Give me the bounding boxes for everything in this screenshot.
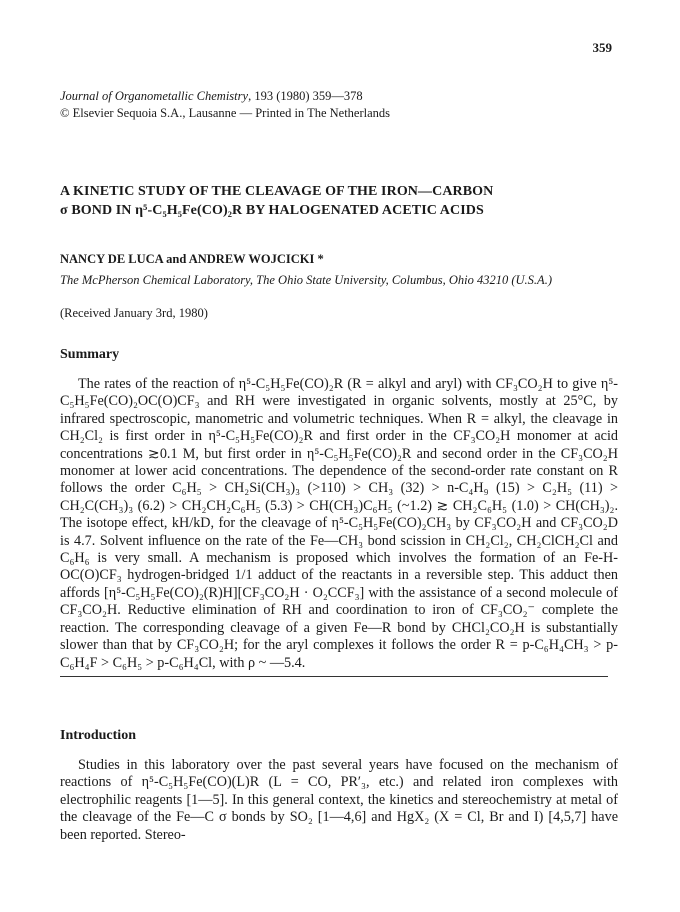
summary-heading: Summary [60, 347, 120, 362]
journal-header [60, 88, 390, 122]
publisher-line: © Elsevier Sequoia S.A., Lausanne — Printed in The Netherlands [60, 106, 391, 120]
introduction-heading: Introduction [60, 728, 136, 743]
journal-citation-line [60, 88, 390, 105]
article-title [60, 182, 630, 220]
journal-name: Journal of Organometallic Chemistry [60, 89, 249, 103]
affiliation: The McPherson Chemical Laboratory, The Ohio State University, Columbus, Ohio 43210 (U.S.A.) [60, 273, 552, 287]
summary-paragraph: The rates of the reaction of η⁵-C₅H₅Fe(CO)₂R (R = alkyl and aryl) with CF₃CO₂H to give η⁵-C₅H₅Fe(CO)₂OC(O)CF₃ and RH were investigated in organic solvents, mostly at 25°C, by infrared spectroscopic, manometric and volumetric techniques. When R = alkyl, the cleavage in CH₂Cl₂ is first order in η⁵-C₅H₅Fe(CO)₂R and first order in the CF₃CO₂H monomer at acid concentrations ≳0.1 M, but first order in η⁵-C₅H₅Fe(CO)₂R and second order in the CF₃CO₂H monomer at lower acid concentrations. The dependence of the second-order rate constant on R follows the order C₆H₅ > CH₂Si(CH₃)₃ (>110) > CH₃ (32) > n-C₄H₉ (15) > C₂H₅ (11) > CH₂C(CH₃)₃ (6.2) > CH₂CH₂C₆H₅ (5.3) > CH(CH₃)C₆H₅ (~1.2) ≳ CH₂C₆H₅ (1.0) > CH(CH₃)₂. The isotope effect, kH/kD, for the cleavage of η⁵-C₅H₅Fe(CO)₂CH₃ by CF₃CO₂H and CF₃CO₂D is 4.7. Solvent influence on the rate of the Fe—CH₃ bond scission in CH₂Cl₂, CH₂ClCH₂Cl and C₆H₆ is very small. A mechanism is proposed which involves the formation of an Fe-H-OC(O)CF₃ hydrogen-bridged 1/1 adduct of the reactants in a reversible step. This adduct then affords [η⁵-C₅H₅Fe(CO)₂(R)H][CF₃CO₂H · O₂CCF₃] with the assistance of a second molecule of CF₃CO₂H. Reductive elimination of RH and coordination to iron of CF₃CO₂⁻ complete the reaction. The corresponding cleavage of a given Fe—R bond by CHCl₂CO₂H is substantially slower than that by CF₃CO₂H; for the aryl complexes it follows the order R = p-C₆H₄CH₃ > p-C₆H₄F > C₆H₅ > p-C₆H₄Cl, with ρ ~ —5.4. [60, 376, 618, 671]
page-number: 359 [592, 40, 612, 55]
title-line-2: σ BOND IN η⁵-C₅H₅Fe(CO)₂R BY HALOGENATED ACETIC ACIDS [60, 203, 484, 218]
section-divider [60, 676, 608, 677]
introduction-section [60, 757, 618, 844]
title-line-1: A KINETIC STUDY OF THE CLEAVAGE OF THE IRON—CARBON [60, 184, 494, 199]
authors: NANCY DE LUCA and ANDREW WOJCICKI * [60, 252, 324, 266]
journal-citation: , 193 (1980) 359—378 [248, 89, 363, 103]
received-date: (Received January 3rd, 1980) [60, 306, 208, 320]
summary-section [60, 376, 618, 672]
introduction-paragraph: Studies in this laboratory over the past several years have focused on the mechanism of reactions of η⁵-C₅H₅Fe(CO)(L)R (L = CO, PR′₃, etc.) and related iron complexes with electrophilic reagents [1—5]. In this general context, the kinetics and stereochemistry at metal of the cleavage of the Fe—C σ bonds by SO₂ [1—4,6] and HgX₂ (X = Cl, Br and I) [4,5,7] have been reported. Stereo- [60, 757, 618, 843]
